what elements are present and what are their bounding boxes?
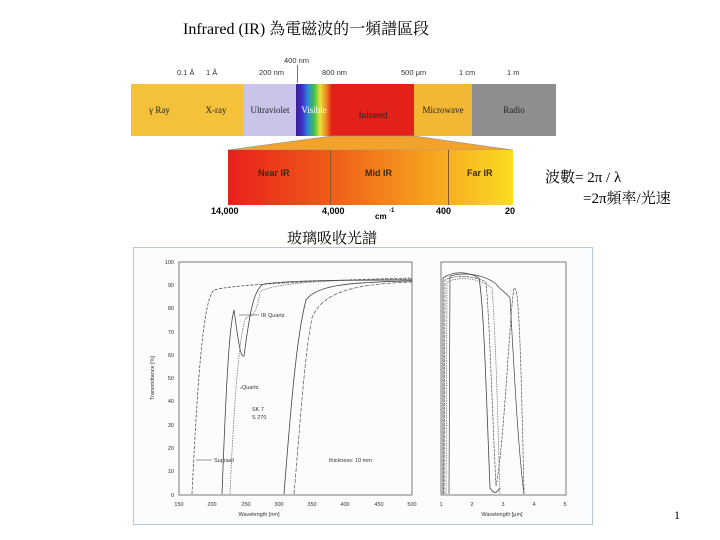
annotation-quartz: Quartz xyxy=(242,385,259,391)
y-tick-label: 20 xyxy=(167,446,174,452)
y-tick-label: 0 xyxy=(170,493,174,499)
x-tick-label: 4 xyxy=(532,502,536,508)
wavenumber-400: 400 xyxy=(436,206,452,216)
band-visible: Visible xyxy=(296,84,332,136)
region-divider xyxy=(330,150,331,205)
x-tick-label: 1 xyxy=(439,502,443,508)
wavenumber-4000: 4,000 xyxy=(322,206,345,216)
x-tick-label: 400 xyxy=(340,502,350,508)
x-tick-label: 350 xyxy=(307,502,317,508)
wavenumber-unit: cm xyxy=(375,212,387,221)
region-divider xyxy=(448,150,449,205)
annotation-sk7: SK 7 xyxy=(252,407,264,413)
y-tick-label: 30 xyxy=(167,423,174,429)
annotation-suprasil: Suprasil xyxy=(214,458,234,464)
band-gamma-ray: γ Ray xyxy=(131,84,188,136)
band-infrared: Infrared xyxy=(332,84,414,136)
y-tick-label: 80 xyxy=(167,306,174,312)
right-curve-4 xyxy=(449,274,524,494)
wavenumber-equation: 波數= 2π / λ xyxy=(545,170,622,186)
x-tick-label: 250 xyxy=(241,502,251,508)
glass-transmission-chart xyxy=(133,247,593,525)
annotation-ir-quartz: IR Quartz xyxy=(261,313,285,319)
right-curve-2 xyxy=(444,276,524,494)
wavelength-label: 0.1 Å xyxy=(177,68,195,77)
x-tick-label: 3 xyxy=(501,502,505,508)
slide-title: Infrared (IR) 為電磁波的一頻譜區段 xyxy=(183,21,430,38)
x-tick-label: 150 xyxy=(174,502,184,508)
right-plot-frame xyxy=(441,262,566,495)
wavelength-label: 1 m xyxy=(507,68,520,77)
ir-expansion-funnel xyxy=(0,0,720,160)
wavenumber-equation-cont: =2π頻率/光速 xyxy=(583,191,671,207)
transmission-plot xyxy=(134,248,592,524)
far-ir-label: Far IR xyxy=(467,168,493,178)
x-tick-label: 2 xyxy=(470,502,474,508)
wavelength-label: 1 cm xyxy=(459,68,476,77)
x-tick-label: 5 xyxy=(563,502,567,508)
y-tick-label: 100 xyxy=(164,260,174,266)
wavelength-400nm: 400 nm xyxy=(284,56,310,65)
band-microwave: Microwave xyxy=(414,84,472,136)
x-tick-label: 200 xyxy=(207,502,217,508)
y-tick-label: 40 xyxy=(167,399,174,405)
x-tick-label: 500 xyxy=(407,502,417,508)
wavelength-label: 200 nm xyxy=(259,68,285,77)
y-tick-label: 90 xyxy=(167,283,174,289)
y-tick-label: 50 xyxy=(167,376,174,382)
y-tick-label: 60 xyxy=(167,353,174,359)
x-axis-title: Wavelength [nm] xyxy=(238,512,280,518)
wavelength-label: 1 Å xyxy=(206,68,218,77)
band-radio: Radio xyxy=(472,84,556,136)
y-tick-label: 70 xyxy=(167,330,174,336)
wavenumber-20: 20 xyxy=(505,206,516,216)
annotation-s270: S 270 xyxy=(252,415,267,421)
wavelength-label: 500 μm xyxy=(401,68,427,77)
band-xray: X-ray xyxy=(188,84,244,136)
page-number: 1 xyxy=(674,508,680,522)
band-ultraviolet: Ultraviolet xyxy=(244,84,296,136)
mid-ir-label: Mid IR xyxy=(365,168,392,178)
near-ir-label: Near IR xyxy=(258,168,290,178)
wavenumber-14000: 14,000 xyxy=(211,206,239,216)
glass-absorption-title: 玻璃吸收光譜 xyxy=(287,231,378,247)
x-axis-title: Wavelength [μm] xyxy=(481,512,523,518)
wavenumber-unit-exponent: -1 xyxy=(389,208,395,214)
x-tick-label: 450 xyxy=(374,502,384,508)
annotation-thickness: thickness: 10 mm xyxy=(329,458,372,464)
x-tick-label: 300 xyxy=(274,502,284,508)
wavelength-label: 800 nm xyxy=(322,68,348,77)
y-tick-label: 10 xyxy=(167,469,174,475)
y-axis-title: Transmittance [%] xyxy=(150,355,156,401)
